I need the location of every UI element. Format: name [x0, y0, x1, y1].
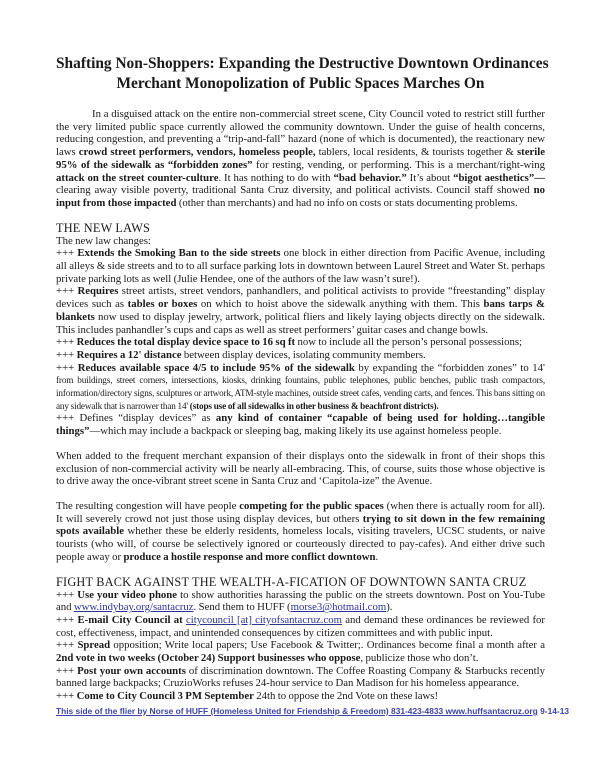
text-run: any kind of container “capable of being used for holding…tangible things”	[56, 412, 546, 438]
huff-footer-link[interactable]: This side of the flier by Norse of HUFF (Homeless United for Friendship & Freedom) 831-423-4833 www.huffsantacruz.org	[56, 705, 538, 716]
text-run: of discrimination downtown. The Coffee Roasting Company & Starbucks recently banned large backpacks; CruzioWorks refuses 24-hour service to Dan Madison for his homeless appearance.	[56, 664, 546, 690]
text-run: +++	[56, 336, 77, 349]
new-law-bullet-smoking-ban	[56, 247, 545, 285]
text-run: +++ Defines “display devices” as	[56, 412, 216, 425]
text-run: sterile 95% of the sidewalk as “forbidden zones”	[56, 146, 545, 171]
text-run: —which may include a backpack or sleeping bag, making likely its use against homeless people.	[89, 425, 502, 438]
fight-back-heading: FIGHT BACK AGAINST THE WEALTH-A-FICATION OF DOWNTOWN SANTA CRUZ	[56, 574, 527, 589]
text-run: It’s about	[406, 171, 454, 184]
text-run: +++	[56, 348, 77, 361]
text-run: 2nd vote in two weeks (October 24) Support businesses who oppose	[56, 652, 361, 665]
congestion-paragraph	[56, 500, 545, 564]
text-run: Use your video phone	[77, 588, 178, 601]
text-run: produce a hostile response and more conflict downtown	[123, 550, 376, 563]
text-run: clearing away visible poverty, traditional Santa Cruz diversity, and political activists. Council staff showed	[56, 184, 534, 197]
text-run: now used to display jewelry, artwork, political fliers and likely laying objects directly on the sidewalk. This includes panhandler’s cups and caps as well as street performers’ guitar cases and change bowls.	[56, 310, 545, 336]
text-run: Post your own accounts	[77, 664, 186, 677]
new-law-bullet-forbidden-zones	[56, 362, 545, 413]
text-run: one block in either direction from Pacific Avenue, including all alleys & side streets and to to all surface parking lots in downtown between Laurel Street and Water St. perhaps private parking lots as well (Julie Hendee, one of the authors of the law wasn’t sure!).	[56, 247, 545, 285]
intro-paragraph	[56, 108, 545, 210]
text-run: +++	[56, 613, 78, 626]
text-run: “bad behavior.”	[333, 171, 407, 184]
indybay-link[interactable]: www.indybay.org/santacruz	[73, 601, 194, 614]
text-run: trying to sit down in the few remaining spots available	[56, 512, 545, 538]
text-run: The resulting congestion will have people	[56, 499, 240, 512]
text-run: tables or boxes	[127, 298, 198, 311]
text-run: +++	[56, 361, 78, 374]
text-run: +++	[56, 588, 78, 601]
text-run: opposition; Write local papers; Use Facebook & Twitter;. Ordinances become final a month after a	[110, 639, 545, 652]
text-run: attack on the street counter-culture	[56, 171, 219, 184]
title-line-2: Merchant Monopolization of Public Spaces Marches On	[116, 75, 485, 92]
text-run: Extends the Smoking Ban to the side streets	[77, 247, 281, 260]
fight-back-bullet-email-council	[56, 614, 545, 639]
text-run: from buildings, street corners, intersections, kiosks, drinking fountains, public telephones, public benches, public trash compactors, information/directory signs, sculptures or artwork, ATM-style machines, outside street cafes, vending carts, and fences. This bans sitting on any sidewalk that is narrower than 14'	[56, 375, 545, 411]
text-run: (when there is actually room for all). It will severely crowd not just those using display devices, but others	[56, 499, 545, 525]
text-run: now to include all the person’s personal possessions;	[295, 336, 523, 349]
text-run: +++	[56, 639, 78, 652]
text-run: +++	[56, 690, 77, 703]
new-laws-heading: THE NEW LAWS	[56, 220, 151, 235]
text-run: between display devices, isolating community members.	[181, 348, 426, 361]
text-run: “bigot aesthetics”—	[453, 171, 545, 184]
text-run: and demand these ordinances be reviewed for cost, effectiveness, impact, and unintended consequences by citizen committees and with public input.	[56, 613, 546, 639]
text-run: Spread	[77, 639, 111, 652]
footer-credit-line	[56, 705, 570, 717]
text-run: +++	[56, 285, 78, 298]
text-run: whether these be elderly residents, homeless locals, visiting travelers, UCSC students, or naive tourists (who will, of course be selectively ignored or courteously directed to pay-cafes). And either drive such people away or	[56, 525, 545, 563]
text-run: by expanding the “forbidden zones” to 14'	[354, 361, 545, 374]
fight-back-bullet-spread-opposition	[56, 639, 545, 664]
new-law-bullet-12-ft-distance	[56, 349, 545, 362]
spacer	[56, 438, 545, 450]
huff-email-link[interactable]: morse3@hotmail.com	[290, 601, 387, 614]
text-run: Come to City Council 3 PM September	[76, 690, 254, 703]
text-run: street artists, street vendors, panhandlers, and political activists to provide “freestanding” display devices such as	[56, 285, 545, 311]
new-law-bullet-defines-display-devices	[56, 412, 545, 437]
text-run: . Send them to HUFF (	[193, 601, 291, 614]
spacer	[56, 488, 545, 500]
text-run: bans tarps & blankets	[56, 298, 545, 323]
new-laws-intro-line: The new law changes:	[56, 234, 151, 247]
text-run: Requires a 12' distance	[76, 348, 182, 361]
text-run: Requires	[77, 285, 119, 298]
text-run: (other than merchants) and had no info on costs or stats documenting problems.	[176, 196, 518, 209]
text-run: .	[375, 550, 379, 563]
text-run: Reduces the total display device space to 16 sq ft	[76, 336, 296, 349]
text-run: When added to the frequent merchant expansion of their displays onto the sidewalk in front of their shops this exclusion of non-commercial activity will be nearly all-embracing. This, of course, suits those whose objective is to drive away the once-vibrant street scene in Santa Cruz and ‘Capitola-ize” the Avenue.	[56, 449, 545, 488]
text-run: on which to hoist above the sidewalk anything with them. This	[197, 298, 484, 311]
text-run: to show authorities harassing the public on the streets downtown. Post on You-Tube and	[56, 588, 545, 614]
fight-back-bullet-post-accounts	[56, 665, 545, 690]
text-run: ).	[386, 601, 393, 614]
fight-back-bullet-video-phone	[56, 589, 545, 614]
text-run: In a disguised attack on the entire non-commercial street scene, City Council voted to restrict still further the very limited public space currently allowed the community downtown. Under the guise of health concerns, reducing congestion, and preventing a “trip-and-fall” hazard (none of which is documented), the reactionary new laws	[56, 108, 545, 159]
text-run: for resting, vending, or performing. This is a merchant/right-wing	[252, 158, 545, 171]
text-run: , publicize those who don’t.	[360, 652, 479, 665]
new-law-bullet-display-devices-required	[56, 285, 545, 336]
city-council-email-link[interactable]: citycouncil [at] cityofsantacruz.com	[185, 613, 343, 626]
text-run: +++	[56, 247, 78, 260]
text-run: competing for the public spaces	[239, 499, 384, 512]
merchant-expansion-paragraph	[56, 450, 545, 488]
text-run: . It has nothing to do with	[218, 171, 334, 184]
text-run: Reduces available space 4/5 to include 95% of the sidewalk	[77, 361, 355, 374]
text-run: crowd street performers, vendors, homeless people,	[78, 146, 316, 159]
title-line-1: Shafting Non-Shoppers: Expanding the Destructive Downtown Ordinances	[56, 55, 549, 72]
page-title	[56, 54, 549, 94]
fight-back-bullet-come-to-council	[56, 690, 545, 703]
text-run: no input from those impacted	[56, 184, 545, 209]
text-run: tablers, local residents, & tourists together &	[315, 146, 517, 159]
text-run: (stops use of all sidewalks in other business & beachfront districts).	[189, 400, 439, 411]
text-run: +++	[56, 664, 78, 677]
text-run: 9-14-13	[537, 705, 570, 716]
text-run: E-mail City Council at	[77, 613, 183, 626]
new-law-bullet-16-sq-ft	[56, 336, 545, 349]
text-run: 24th to oppose the 2nd Vote on these laws!	[253, 690, 439, 703]
